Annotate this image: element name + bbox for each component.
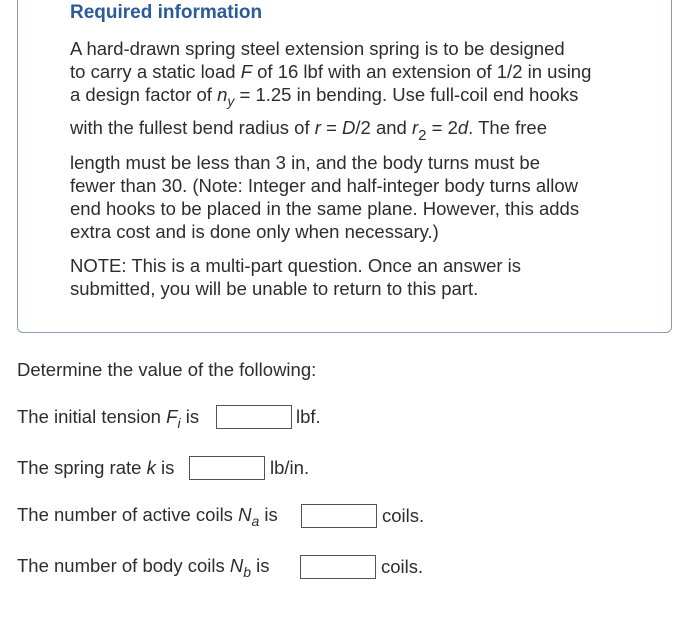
problem-line: a design factor of $n_y = 1.25$ in bending. Use full-coil end hooks — [70, 84, 579, 110]
body-coils-input[interactable] — [300, 555, 376, 579]
question-prompt: Determine the value of the following: — [17, 359, 317, 380]
panel-title: Required information — [70, 2, 263, 23]
spring-rate-input[interactable] — [189, 456, 265, 480]
note-line: NOTE: This is a multi-part question. Once an answer is — [70, 255, 522, 276]
question-spring-rate: The spring rate k is — [17, 457, 175, 478]
problem-line: length must be less than 3 in, and the body turns must be — [70, 151, 540, 173]
problem-line: extra cost and is done only when necessary.) — [70, 221, 439, 243]
initial-tension-input[interactable] — [216, 405, 292, 429]
question-active-coils: The number of active coils $N_a$ is — [17, 504, 278, 529]
note-text — [70, 254, 630, 300]
unit-label: coils. — [381, 556, 424, 577]
problem-line: A hard-drawn spring steel extension spring is to be designed — [70, 38, 565, 59]
active-coils-input[interactable] — [301, 504, 377, 528]
problem-line: with the fullest bend radius of r = D/2 and $r_2 = 2d$. The free — [70, 116, 548, 144]
unit-label: lb/in. — [270, 457, 310, 478]
question-body-coils: The number of body coils $N_b$ is — [17, 555, 270, 580]
problem-statement — [70, 37, 630, 244]
unit-label: coils. — [382, 505, 425, 526]
problem-line: fewer than 30. (Note: Integer and half-integer body turns allow — [70, 175, 579, 197]
unit-label: lbf. — [296, 406, 321, 427]
problem-line: to carry a static load F of 16 lbf with an extension of 1/2 in using — [70, 61, 592, 83]
note-line: submitted, you will be unable to return to this part. — [70, 278, 479, 300]
question-initial-tension: The initial tension $F_i$ is — [17, 406, 200, 431]
problem-line: end hooks to be placed in the same plane. However, this adds — [70, 198, 580, 220]
